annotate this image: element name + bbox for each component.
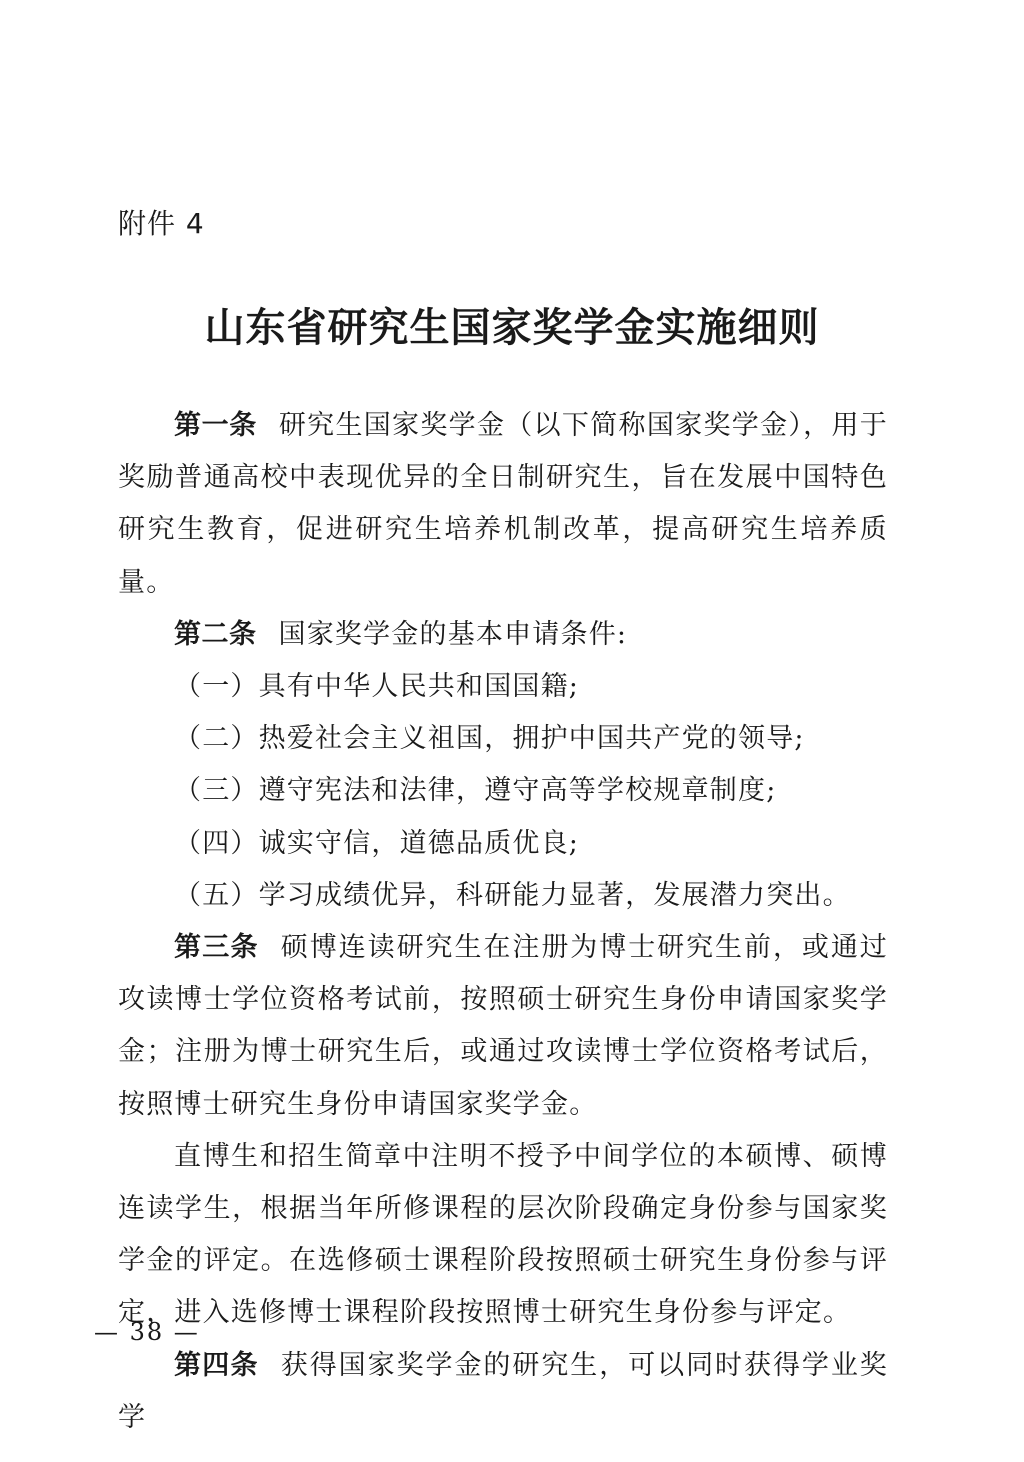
document-body (118, 400, 888, 1444)
article-1-text: 研究生国家奖学金（以下简称国家奖学金），用于奖励普通高校中表现优异的全日制研究生，旨在发展中国特色研究生教育，促进研究生培养机制改革，提高研究生培养质量。 (118, 410, 888, 598)
article-2-item-2: （二）热爱社会主义祖国，拥护中国共产党的领导; (174, 723, 805, 755)
article-3-heading: 第三条 (174, 932, 259, 964)
article-4 (118, 1340, 888, 1444)
document-title: 山东省研究生国家奖学金实施细则 (204, 304, 820, 351)
article-1 (118, 400, 888, 609)
article-1-heading: 第一条 (174, 410, 257, 441)
article-2-item-4: （四）诚实守信，道德品质优良; (174, 827, 580, 859)
page-number: — 38 — (94, 1318, 200, 1346)
article-2-heading: 第二条 (174, 618, 257, 650)
article-4-text: 获得国家奖学金的研究生，可以同时获得学业奖学 (118, 1349, 889, 1433)
article-2-item-5: （五）学习成绩优异，科研能力显著，发展潜力突出。 (174, 879, 851, 911)
article-2-text: 国家奖学金的基本申请条件: (278, 618, 628, 650)
attachment-label: 附件 4 (118, 207, 205, 240)
article-4-heading: 第四条 (174, 1349, 259, 1381)
article-2-item-1: （一）具有中华人民共和国国籍; (174, 671, 580, 703)
article-2-item-3: （三）遵守宪法和法律，遵守高等学校规章制度; (174, 775, 777, 807)
article-3-paragraph-2: 直博生和招生简章中注明不授予中间学位的本硕博、硕博连读学生，根据当年所修课程的层次阶段确定身份参与国家奖学金的评定。在选修硕士课程阶段按照硕士研究生身份参与评定，进入选修博士课程阶段按照博士研究生身份参与评定。 (118, 1140, 888, 1329)
article-2 (118, 609, 888, 661)
article-3-text: 硕博连读研究生在注册为博士研究生前，或通过攻读博士学位资格考试前，按照硕士研究生身份申请国家奖学金；注册为博士研究生后，或通过攻读博士学位资格考试后，按照博士研究生身份申请国家奖学金。 (118, 932, 889, 1120)
article-3 (118, 922, 888, 1131)
